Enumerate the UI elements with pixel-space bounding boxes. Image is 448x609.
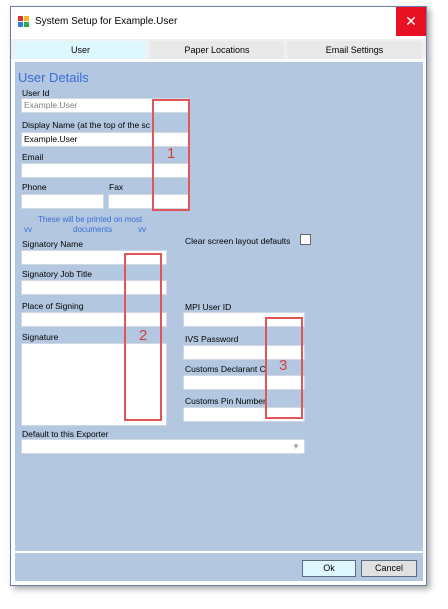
clear-layout-checkbox[interactable] (300, 234, 311, 245)
customs-pin-label: Customs Pin Number (185, 396, 266, 406)
fax-label: Fax (109, 182, 124, 192)
app-grid-icon (18, 16, 30, 28)
default-exporter-dropdown[interactable] (21, 439, 305, 454)
callout-box-1 (152, 99, 190, 211)
chevron-down-icon: ▼ (292, 442, 300, 451)
customs-declarant-label: Customs Declarant C (185, 364, 266, 374)
tab-user[interactable]: User (15, 41, 146, 59)
signature-label: Signature (22, 332, 59, 342)
user-id-field: Example.User (21, 98, 189, 113)
callout-box-3 (265, 317, 303, 419)
signatory-name-label: Signatory Name (22, 239, 83, 249)
tab-email-settings[interactable]: Email Settings (287, 41, 422, 59)
dialog-window (10, 6, 427, 586)
section-title: User Details (18, 70, 89, 85)
print-note-text: These will be printed on most (38, 215, 143, 224)
display-name-label: Display Name (at the top of the sc (22, 120, 151, 130)
clear-layout-label: Clear screen layout defaults (185, 236, 291, 246)
cancel-button[interactable]: Cancel (361, 560, 417, 577)
title-bar (11, 7, 426, 36)
tab-paper-locations[interactable]: Paper Locations (150, 41, 284, 59)
callout-number-3: 3 (279, 357, 288, 374)
window-title: System Setup for Example.User (35, 16, 178, 27)
print-note-documents: documents (73, 225, 113, 234)
callout-box-2 (124, 253, 162, 421)
ok-button[interactable]: Ok (302, 560, 356, 577)
phone-label: Phone (22, 182, 47, 192)
print-note-vv-right: vv (138, 225, 146, 234)
display-name-field[interactable]: Example.User (21, 132, 189, 147)
user-id-label: User Id (22, 88, 50, 98)
signatory-job-title-label: Signatory Job Title (22, 269, 92, 279)
close-button[interactable] (396, 7, 426, 36)
phone-field[interactable] (21, 194, 104, 209)
print-note-vv-left: vv (24, 225, 32, 234)
default-exporter-label: Default to this Exporter (22, 429, 109, 439)
place-of-signing-label: Place of Signing (22, 301, 84, 311)
close-icon: ✕ (405, 13, 417, 29)
ivs-password-label: IVS Password (185, 334, 239, 344)
email-label: Email (22, 152, 44, 162)
callout-number-2: 2 (139, 327, 148, 344)
callout-number-1: 1 (167, 145, 176, 162)
mpi-user-id-label: MPI User ID (185, 302, 232, 312)
